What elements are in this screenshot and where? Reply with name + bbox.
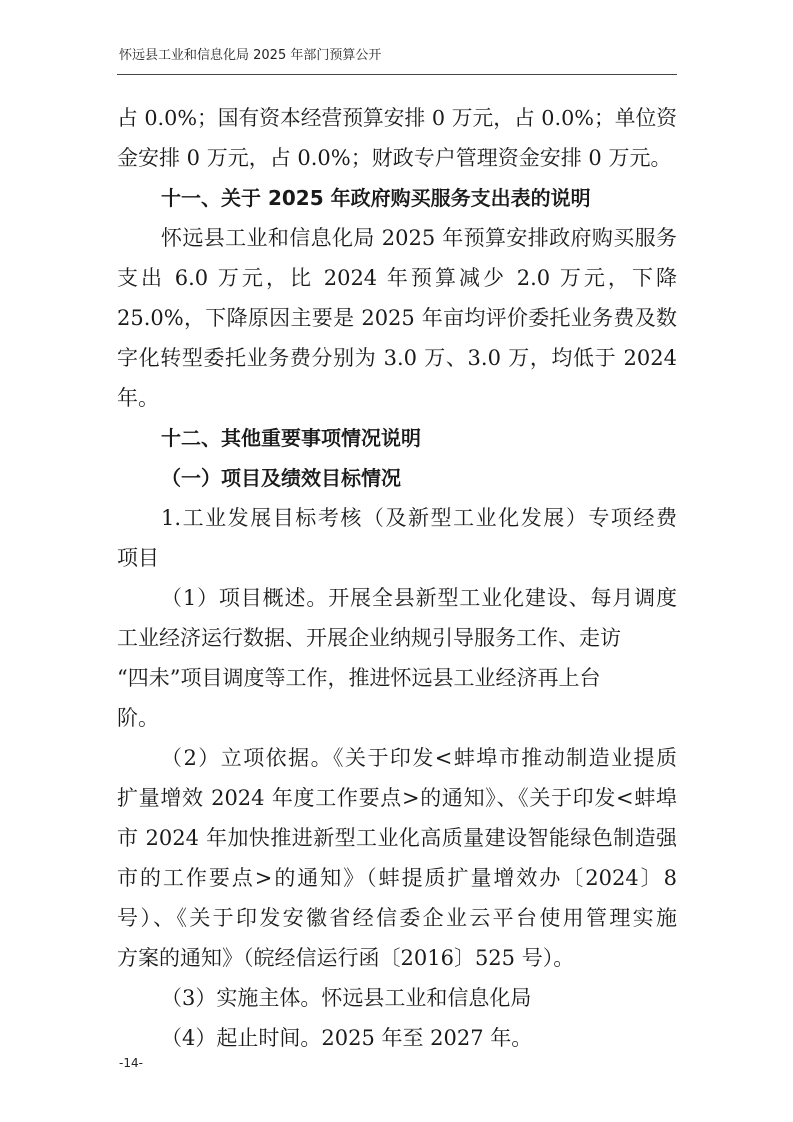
paragraph-line: 1.工业发展目标考核（及新型工业化发展）专项经费	[161, 506, 677, 530]
paragraph-line: 方案的通知》（皖经信运行函〔2016〕525 号）。	[117, 946, 575, 970]
paragraph-line: 工业经济运行数据、开展企业纳规引导服务工作、走访	[117, 626, 621, 650]
paragraph-line: 年。	[117, 386, 159, 410]
paragraph-line: 金安排 0 万元，占 0.0%；财政专户管理资金安排 0 万元。	[117, 146, 672, 170]
paragraph-line: （3）实施主体。怀远县工业和信息化局	[161, 986, 532, 1010]
header-divider	[117, 74, 677, 75]
paragraph-line: 市的工作要点>的通知》（蚌提质扩量增效办〔2024〕8	[117, 866, 677, 890]
paragraph-line: 25.0%，下降原因主要是 2025 年亩均评价委托业务费及数	[117, 306, 677, 330]
section-heading-12: 十二、其他重要事项情况说明	[161, 426, 421, 450]
section-heading-11: 十一、关于 2025 年政府购买服务支出表的说明	[161, 186, 591, 210]
subsection-heading: （一）项目及绩效目标情况	[161, 466, 401, 490]
paragraph-line: 占 0.0%；国有资本经营预算安排 0 万元，占 0.0%；单位资	[117, 106, 677, 130]
paragraph-line: （2）立项依据。《关于印发<蚌埠市推动制造业提质	[161, 746, 677, 770]
paragraph-line: 字化转型委托业务费分别为 3.0 万、3.0 万，均低于 2024	[117, 346, 677, 370]
page-header: 怀远县工业和信息化局 2025 年部门预算公开	[119, 48, 382, 63]
paragraph-line: 项目	[117, 546, 159, 570]
paragraph-line: “四未”项目调度等工作，推进怀远县工业经济再上台	[117, 666, 601, 690]
paragraph-line: 号）、《关于印发安徽省经信委企业云平台使用管理实施	[117, 906, 677, 930]
paragraph-line: 市 2024 年加快推进新型工业化高质量建设智能绿色制造强	[117, 826, 677, 850]
paragraph-line: 支出 6.0 万元，比 2024 年预算减少 2.0 万元，下降	[117, 266, 677, 290]
paragraph-line: 扩量增效 2024 年度工作要点>的通知》、《关于印发<蚌埠	[117, 786, 677, 810]
paragraph-line: （4）起止时间。2025 年至 2027 年。	[161, 1026, 533, 1050]
paragraph-line: 阶。	[117, 706, 159, 730]
paragraph-line: （1）项目概述。开展全县新型工业化建设、每月调度	[161, 586, 677, 610]
page-number: -14-	[119, 1056, 143, 1070]
paragraph-line: 怀远县工业和信息化局 2025 年预算安排政府购买服务	[161, 226, 677, 250]
